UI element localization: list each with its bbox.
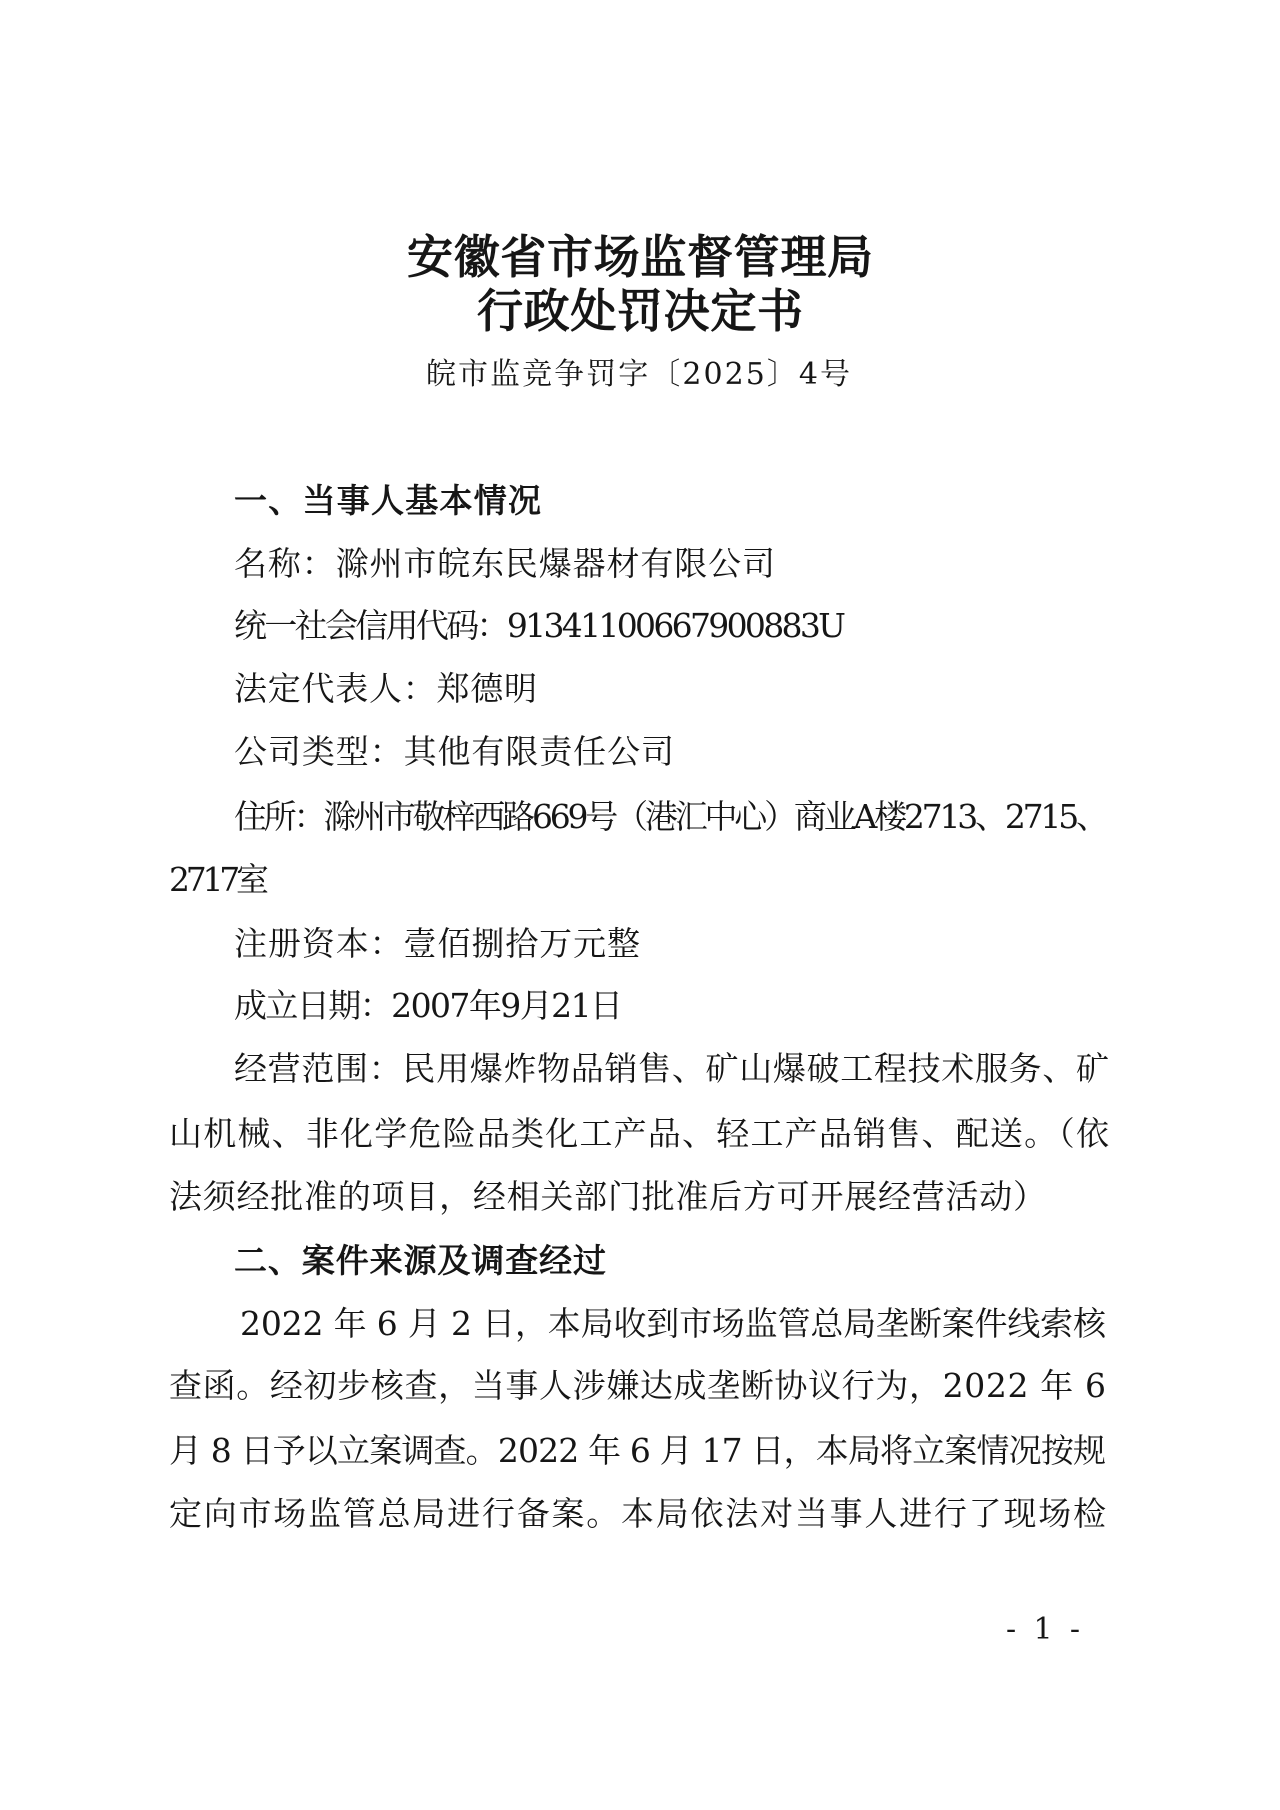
section-heading-case-source: 二、案件来源及调查经过 xyxy=(234,1241,607,1280)
field-credit-code: 统一社会信用代码：91341100667900883U xyxy=(234,606,844,645)
field-address-line: 2717室 xyxy=(169,860,265,899)
field-business-scope-line: 经营范围：民用爆炸物品销售、矿山爆破工程技术服务、矿 xyxy=(234,1049,1110,1088)
field-company-type: 公司类型：其他有限责任公司 xyxy=(234,732,675,771)
document-subtitle: 行政处罚决定书 xyxy=(477,284,804,338)
field-established-date: 成立日期：2007年9月21日 xyxy=(234,986,622,1025)
paragraph-line: 月 8 日予以立案调查。2022 年 6 月 17 日，本局将立案情况按规 xyxy=(169,1431,1106,1470)
page-number: - 1 - xyxy=(1006,1612,1084,1647)
document-number: 皖市监竞争罚字〔2025〕4号 xyxy=(426,357,853,392)
paragraph-line: 定向市场监管总局进行备案。本局依法对当事人进行了现场检 xyxy=(169,1494,1108,1533)
field-legal-representative: 法定代表人：郑德明 xyxy=(234,669,538,708)
field-business-scope-line: 山机械、非化学危险品类化工产品、轻工产品销售、配送。（依 xyxy=(169,1114,1111,1153)
paragraph-line: 查函。经初步核查，当事人涉嫌达成垄断协议行为，2022 年 6 xyxy=(169,1366,1107,1405)
field-business-scope-line: 法须经批准的项目，经相关部门批准后方可开展经营活动） xyxy=(169,1177,1047,1216)
field-name: 名称：滁州市皖东民爆器材有限公司 xyxy=(234,544,776,583)
paragraph-line: 2022 年 6 月 2 日，本局收到市场监管总局垄断案件线索核 xyxy=(240,1304,1106,1343)
section-heading-basic-info: 一、当事人基本情况 xyxy=(234,481,543,520)
document-title: 安徽省市场监督管理局 xyxy=(407,230,874,284)
field-address-line: 住所：滁州市敬梓西路669号（港汇中心）商业A楼2713、2715、 xyxy=(234,797,1106,836)
field-registered-capital: 注册资本：壹佰捌拾万元整 xyxy=(234,924,641,963)
